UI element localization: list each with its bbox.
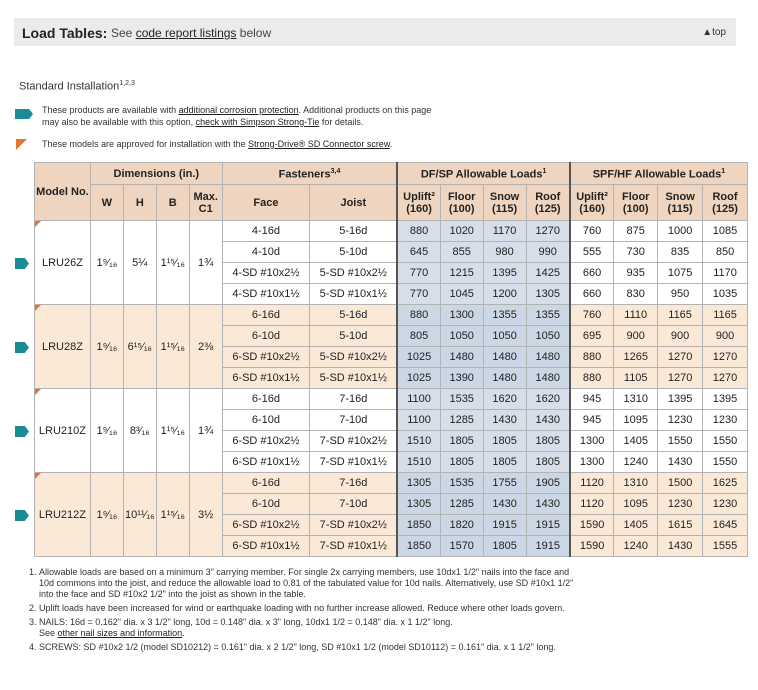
- load-value: 1850: [397, 536, 440, 557]
- model-number: LRU28Z: [35, 305, 91, 389]
- load-value: 900: [658, 326, 703, 347]
- load-value: 835: [658, 242, 703, 263]
- dim-b: 1¹⁵⁄₁₆: [156, 389, 189, 473]
- sd-approved-corner-icon: [35, 305, 41, 311]
- load-value: 1590: [570, 536, 614, 557]
- load-value: 1430: [526, 410, 570, 431]
- load-value: 1085: [703, 221, 748, 242]
- table-row: [35, 305, 748, 326]
- fastener-cell: 6-SD #10x1½: [222, 536, 310, 557]
- dim-b: 1¹⁵⁄₁₆: [156, 221, 189, 305]
- load-value: 1020: [440, 221, 483, 242]
- load-value: 1500: [658, 473, 703, 494]
- load-value: 1850: [397, 515, 440, 536]
- footnote-4: 4. SCREWS: SD #10x2 1/2 (model SD10212) = 0.161" dia. x 2 1/2" long, SD #10x1 1/2 (model SD10112) = 0.161" dia. x 1 1/2" long.: [39, 642, 579, 653]
- dim-h: 8³⁄₁₆: [123, 389, 156, 473]
- load-value: 880: [397, 305, 440, 326]
- col-dfsp-snow: Snow (115): [483, 185, 526, 221]
- fastener-cell: 5-SD #10x2½: [310, 347, 398, 368]
- load-value: 645: [397, 242, 440, 263]
- load-value: 1035: [703, 284, 748, 305]
- dim-w: 1⁹⁄₁₆: [90, 305, 123, 389]
- load-value: 1805: [440, 431, 483, 452]
- fastener-cell: 5-SD #10x1½: [310, 368, 398, 389]
- load-value: 1230: [703, 410, 748, 431]
- corrosion-flag-icon: [15, 109, 33, 119]
- nail-sizes-link[interactable]: other nail sizes and information: [57, 628, 183, 638]
- load-value: 760: [570, 221, 614, 242]
- load-value: 660: [570, 284, 614, 305]
- load-value: 1555: [703, 536, 748, 557]
- col-dfsp-loads: DF/SP Allowable Loads$^1$: [397, 163, 570, 185]
- sd-approved-corner-icon: [35, 221, 41, 227]
- load-value: 1805: [526, 431, 570, 452]
- fastener-cell: 7-SD #10x2½: [310, 515, 398, 536]
- load-value: 1805: [440, 452, 483, 473]
- load-value: 1535: [440, 473, 483, 494]
- load-value: 1550: [658, 431, 703, 452]
- load-value: 1430: [526, 494, 570, 515]
- table-row: [35, 473, 748, 494]
- load-value: 855: [440, 242, 483, 263]
- table-row: [35, 221, 748, 242]
- load-value: 1535: [440, 389, 483, 410]
- fastener-cell: 6-SD #10x1½: [222, 368, 310, 389]
- corrosion-protection-link[interactable]: additional corrosion protection: [178, 105, 299, 115]
- load-value: 1805: [526, 452, 570, 473]
- load-value: 1915: [526, 515, 570, 536]
- load-value: 1805: [483, 431, 526, 452]
- load-tables-header: [14, 18, 736, 46]
- sd-connector-screw-link[interactable]: Strong-Drive® SD Connector screw: [248, 139, 390, 149]
- standard-installation-label: Standard Installation$^{1,2,3}$: [19, 80, 135, 93]
- col-dfsp-roof: Roof (125): [526, 185, 570, 221]
- col-fasteners: Fasteners$^{3,4}$: [222, 163, 397, 185]
- load-value: 770: [397, 284, 440, 305]
- load-value: 1805: [483, 452, 526, 473]
- model-number: LRU26Z: [35, 221, 91, 305]
- load-value: 1430: [658, 452, 703, 473]
- fastener-cell: 7-16d: [310, 389, 398, 410]
- load-value: 1050: [526, 326, 570, 347]
- fastener-cell: 7-10d: [310, 494, 398, 515]
- load-value: 1550: [703, 431, 748, 452]
- fastener-cell: 6-SD #10x2½: [222, 347, 310, 368]
- col-model: Model No.: [35, 163, 91, 221]
- load-value: 1390: [440, 368, 483, 389]
- load-value: 1310: [614, 473, 658, 494]
- corrosion-note: These products are available with additional corrosion protection. Additional products on this page may also be available with this option, check with Simpson Strong-Tie for details.: [42, 105, 432, 127]
- check-simpson-link[interactable]: check with Simpson Strong-Tie: [195, 117, 320, 127]
- load-value: 1240: [614, 452, 658, 473]
- fastener-cell: 6-16d: [222, 473, 310, 494]
- load-value: 1230: [703, 494, 748, 515]
- col-dimensions: Dimensions (in.): [90, 163, 222, 185]
- load-value: 1095: [614, 410, 658, 431]
- fastener-cell: 5-16d: [310, 305, 398, 326]
- load-value: 880: [570, 368, 614, 389]
- load-value: 1050: [483, 326, 526, 347]
- col-spfhf-roof: Roof (125): [703, 185, 748, 221]
- load-value: 1170: [483, 221, 526, 242]
- fastener-cell: 7-10d: [310, 410, 398, 431]
- col-w: W: [90, 185, 123, 221]
- footnote-3: 3. NAILS: 16d = 0.162" dia. x 3 1/2" long, 10d = 0.148" dia. x 3" long, 10dx1 1/2 = 0.148" dia. x 1 1/2" long. See other nail sizes and information.: [39, 617, 579, 639]
- load-value: 1405: [614, 515, 658, 536]
- dim-h: 6¹⁵⁄₁₆: [123, 305, 156, 389]
- col-spfhf-loads: SPF/HF Allowable Loads$^1$: [570, 163, 748, 185]
- load-value: 850: [703, 242, 748, 263]
- back-to-top-link[interactable]: ▲top: [702, 27, 726, 38]
- load-value: 1430: [658, 536, 703, 557]
- fastener-cell: 6-SD #10x1½: [222, 452, 310, 473]
- load-value: 935: [614, 263, 658, 284]
- load-value: 1820: [440, 515, 483, 536]
- load-value: 805: [397, 326, 440, 347]
- col-h: H: [123, 185, 156, 221]
- fastener-cell: 4-10d: [222, 242, 310, 263]
- load-value: 760: [570, 305, 614, 326]
- col-spfhf-snow: Snow (115): [658, 185, 703, 221]
- col-dfsp-floor: Floor (100): [440, 185, 483, 221]
- load-value: 1300: [570, 431, 614, 452]
- load-value: 1165: [703, 305, 748, 326]
- load-value: 1425: [526, 263, 570, 284]
- col-spfhf-uplift: Uplift² (160): [570, 185, 614, 221]
- load-value: 1200: [483, 284, 526, 305]
- load-value: 1915: [526, 536, 570, 557]
- load-value: 1270: [526, 221, 570, 242]
- load-value: 1480: [526, 368, 570, 389]
- load-value: 1050: [440, 326, 483, 347]
- load-value: 695: [570, 326, 614, 347]
- load-value: 880: [397, 221, 440, 242]
- sd-screw-note: These models are approved for installation with the Strong-Drive® SD Connector screw.: [42, 139, 393, 149]
- load-value: 1510: [397, 431, 440, 452]
- load-value: 1215: [440, 263, 483, 284]
- footnote-1: 1. Allowable loads are based on a minimum 3" carrying member. For single 2x carrying members, use 10dx1 1/2" nails into the face and 10d commons into the joist, and reduce the allowable load to 0.81 of the tabulated value for 10d nails. Alternatively, use SD #10x1 1/2" into the face and SD #10x2 1/2" into the joist as shown in the table.: [39, 567, 579, 600]
- load-value: 1300: [570, 452, 614, 473]
- fastener-cell: 7-SD #10x1½: [310, 452, 398, 473]
- col-b: B: [156, 185, 189, 221]
- load-value: 1615: [658, 515, 703, 536]
- fastener-cell: 6-10d: [222, 494, 310, 515]
- load-value: 1915: [483, 515, 526, 536]
- dim-max-c1: 3½: [189, 473, 222, 557]
- load-value: 660: [570, 263, 614, 284]
- load-value: 1025: [397, 368, 440, 389]
- fastener-cell: 5-16d: [310, 221, 398, 242]
- fastener-cell: 6-16d: [222, 389, 310, 410]
- fastener-cell: 5-SD #10x1½: [310, 284, 398, 305]
- dim-max-c1: 2⅜: [189, 305, 222, 389]
- load-value: 875: [614, 221, 658, 242]
- fastener-cell: 6-10d: [222, 410, 310, 431]
- col-spfhf-floor: Floor (100): [614, 185, 658, 221]
- fastener-cell: 4-SD #10x1½: [222, 284, 310, 305]
- load-value: 1430: [483, 410, 526, 431]
- load-value: 1625: [703, 473, 748, 494]
- load-value: 1620: [483, 389, 526, 410]
- table-row: [35, 389, 748, 410]
- load-value: 1285: [440, 410, 483, 431]
- load-value: 1170: [703, 263, 748, 284]
- load-value: 1645: [703, 515, 748, 536]
- corrosion-arrow-icon: [15, 342, 29, 353]
- load-table: [34, 162, 748, 557]
- dim-b: 1¹⁵⁄₁₆: [156, 305, 189, 389]
- fastener-cell: 6-SD #10x2½: [222, 515, 310, 536]
- corrosion-arrow-icon: [15, 258, 29, 269]
- load-value: 1300: [440, 305, 483, 326]
- load-value: 1270: [703, 347, 748, 368]
- load-value: 950: [658, 284, 703, 305]
- sd-screw-flag-icon: [16, 139, 27, 150]
- load-value: 900: [703, 326, 748, 347]
- dim-w: 1⁹⁄₁₆: [90, 389, 123, 473]
- load-value: 1305: [526, 284, 570, 305]
- load-value: 945: [570, 410, 614, 431]
- load-value: 1075: [658, 263, 703, 284]
- load-value: 1480: [526, 347, 570, 368]
- dim-max-c1: 1¾: [189, 389, 222, 473]
- load-value: 1230: [658, 494, 703, 515]
- footnote-2: 2. Uplift loads have been increased for wind or earthquake loading with no further increase allowed. Reduce where other loads govern.: [39, 603, 579, 614]
- load-value: 980: [483, 242, 526, 263]
- dim-b: 1¹⁵⁄₁₆: [156, 473, 189, 557]
- load-value: 1550: [703, 452, 748, 473]
- fastener-cell: 5-10d: [310, 326, 398, 347]
- col-dfsp-uplift: Uplift² (160): [397, 185, 440, 221]
- dim-w: 1⁹⁄₁₆: [90, 473, 123, 557]
- load-value: 1100: [397, 389, 440, 410]
- load-value: 1905: [526, 473, 570, 494]
- load-value: 1480: [483, 368, 526, 389]
- fastener-cell: 7-16d: [310, 473, 398, 494]
- dim-h: 10¹¹⁄₁₆: [123, 473, 156, 557]
- load-value: 730: [614, 242, 658, 263]
- load-value: 1045: [440, 284, 483, 305]
- fastener-cell: 6-16d: [222, 305, 310, 326]
- load-value: 1095: [614, 494, 658, 515]
- load-value: 1240: [614, 536, 658, 557]
- load-value: 1120: [570, 473, 614, 494]
- fastener-cell: 4-16d: [222, 221, 310, 242]
- load-value: 1430: [483, 494, 526, 515]
- dim-h: 5¼: [123, 221, 156, 305]
- load-value: 1395: [658, 389, 703, 410]
- dim-max-c1: 1¾: [189, 221, 222, 305]
- load-value: 1570: [440, 536, 483, 557]
- load-value: 1395: [703, 389, 748, 410]
- sd-approved-corner-icon: [35, 389, 41, 395]
- load-value: 1305: [397, 473, 440, 494]
- load-value: 1480: [483, 347, 526, 368]
- load-value: 1510: [397, 452, 440, 473]
- col-face: Face: [222, 185, 310, 221]
- load-value: 1270: [658, 368, 703, 389]
- footnotes: [27, 567, 579, 656]
- load-value: 1270: [658, 347, 703, 368]
- fastener-cell: 4-SD #10x2½: [222, 263, 310, 284]
- fastener-cell: 7-SD #10x1½: [310, 536, 398, 557]
- load-value: 1310: [614, 389, 658, 410]
- load-value: 1355: [483, 305, 526, 326]
- corrosion-arrow-icon: [15, 426, 29, 437]
- load-value: 1480: [440, 347, 483, 368]
- code-report-link[interactable]: code report listings: [135, 26, 237, 40]
- load-value: 1105: [614, 368, 658, 389]
- load-value: 1110: [614, 305, 658, 326]
- load-value: 900: [614, 326, 658, 347]
- col-max-c1: Max. C1: [189, 185, 222, 221]
- load-value: 1270: [703, 368, 748, 389]
- load-value: 945: [570, 389, 614, 410]
- load-value: 1620: [526, 389, 570, 410]
- load-value: 1285: [440, 494, 483, 515]
- load-value: 1100: [397, 410, 440, 431]
- load-value: 1025: [397, 347, 440, 368]
- load-value: 1120: [570, 494, 614, 515]
- load-value: 1265: [614, 347, 658, 368]
- load-value: 1405: [614, 431, 658, 452]
- model-number: LRU210Z: [35, 389, 91, 473]
- load-value: 1355: [526, 305, 570, 326]
- dim-w: 1⁹⁄₁₆: [90, 221, 123, 305]
- load-value: 1805: [483, 536, 526, 557]
- fastener-cell: 7-SD #10x2½: [310, 431, 398, 452]
- load-value: 1230: [658, 410, 703, 431]
- load-value: 555: [570, 242, 614, 263]
- load-value: 1000: [658, 221, 703, 242]
- load-value: 830: [614, 284, 658, 305]
- load-value: 1755: [483, 473, 526, 494]
- fastener-cell: 5-10d: [310, 242, 398, 263]
- load-value: 1590: [570, 515, 614, 536]
- section-title: Load Tables:: [22, 25, 108, 41]
- sd-approved-corner-icon: [35, 473, 41, 479]
- corrosion-arrow-icon: [15, 510, 29, 521]
- see-text: See code report listings below: [111, 26, 272, 40]
- fastener-cell: 6-SD #10x2½: [222, 431, 310, 452]
- fastener-cell: 5-SD #10x2½: [310, 263, 398, 284]
- fastener-cell: 6-10d: [222, 326, 310, 347]
- load-value: 1165: [658, 305, 703, 326]
- load-value: 880: [570, 347, 614, 368]
- load-value: 1305: [397, 494, 440, 515]
- load-value: 1395: [483, 263, 526, 284]
- load-value: 990: [526, 242, 570, 263]
- model-number: LRU212Z: [35, 473, 91, 557]
- col-joist: Joist: [310, 185, 398, 221]
- load-value: 770: [397, 263, 440, 284]
